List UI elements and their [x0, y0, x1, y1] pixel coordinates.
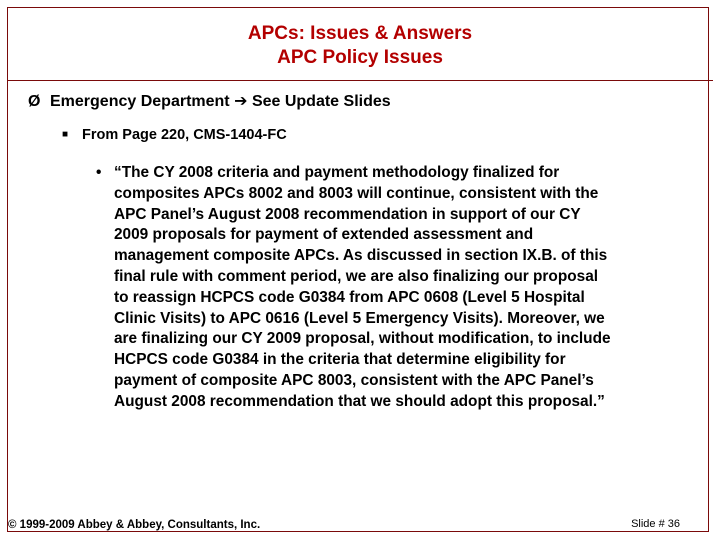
square-bullet-icon: ■: [62, 129, 69, 140]
bullet-quote: [96, 163, 696, 413]
slide-title-line-1: APCs: Issues & Answers: [247, 23, 473, 44]
bullet-l2-text: From Page 220, CMS-1404-FC: [82, 127, 287, 143]
slide-title-line-2: APC Policy Issues: [277, 47, 443, 68]
round-bullet-icon: •: [96, 164, 102, 181]
footer-slide-number: Slide # 36: [631, 518, 680, 530]
bullet-emergency-department: [28, 92, 391, 112]
quote-text: “The CY 2008 criteria and payment methodology finalized for composites APCs 8002 and 8003 will continue, consistent with the APC Panel’s August 2008 recommendation in support of our CY 2009 proposals for payment of extended assessment and management composite APCs. As discussed in section IX.B. of this final rule with comment period, we are also finalizing our proposal to reassign HCPCS code G0384 from APC 0608 (Level 5 Hospital Clinic Visits) to APC 0616 (Level 5 Emergency Visits). Moreover, we are finalizing our CY 2009 proposal, without modification, to include HCPCS code G0384 in the criteria that determine eligibility for payment of composite APC 8003, consistent with the APC Panel’s August 2008 recommendation that we should adopt this proposal.”: [114, 164, 611, 410]
slide-title: [0, 22, 720, 70]
footer-copyright: © 1999-2009 Abbey & Abbey, Consultants, Inc.: [8, 519, 261, 531]
title-divider: [7, 80, 713, 81]
bullet-source-page: [62, 126, 287, 144]
arrowhead-bullet-icon: Ø: [28, 93, 41, 110]
bullet-l1-link-text: See Update Slides: [251, 93, 391, 110]
bullet-l1-text: Emergency Department: [50, 93, 230, 110]
right-arrow-icon: ➔: [234, 93, 248, 110]
